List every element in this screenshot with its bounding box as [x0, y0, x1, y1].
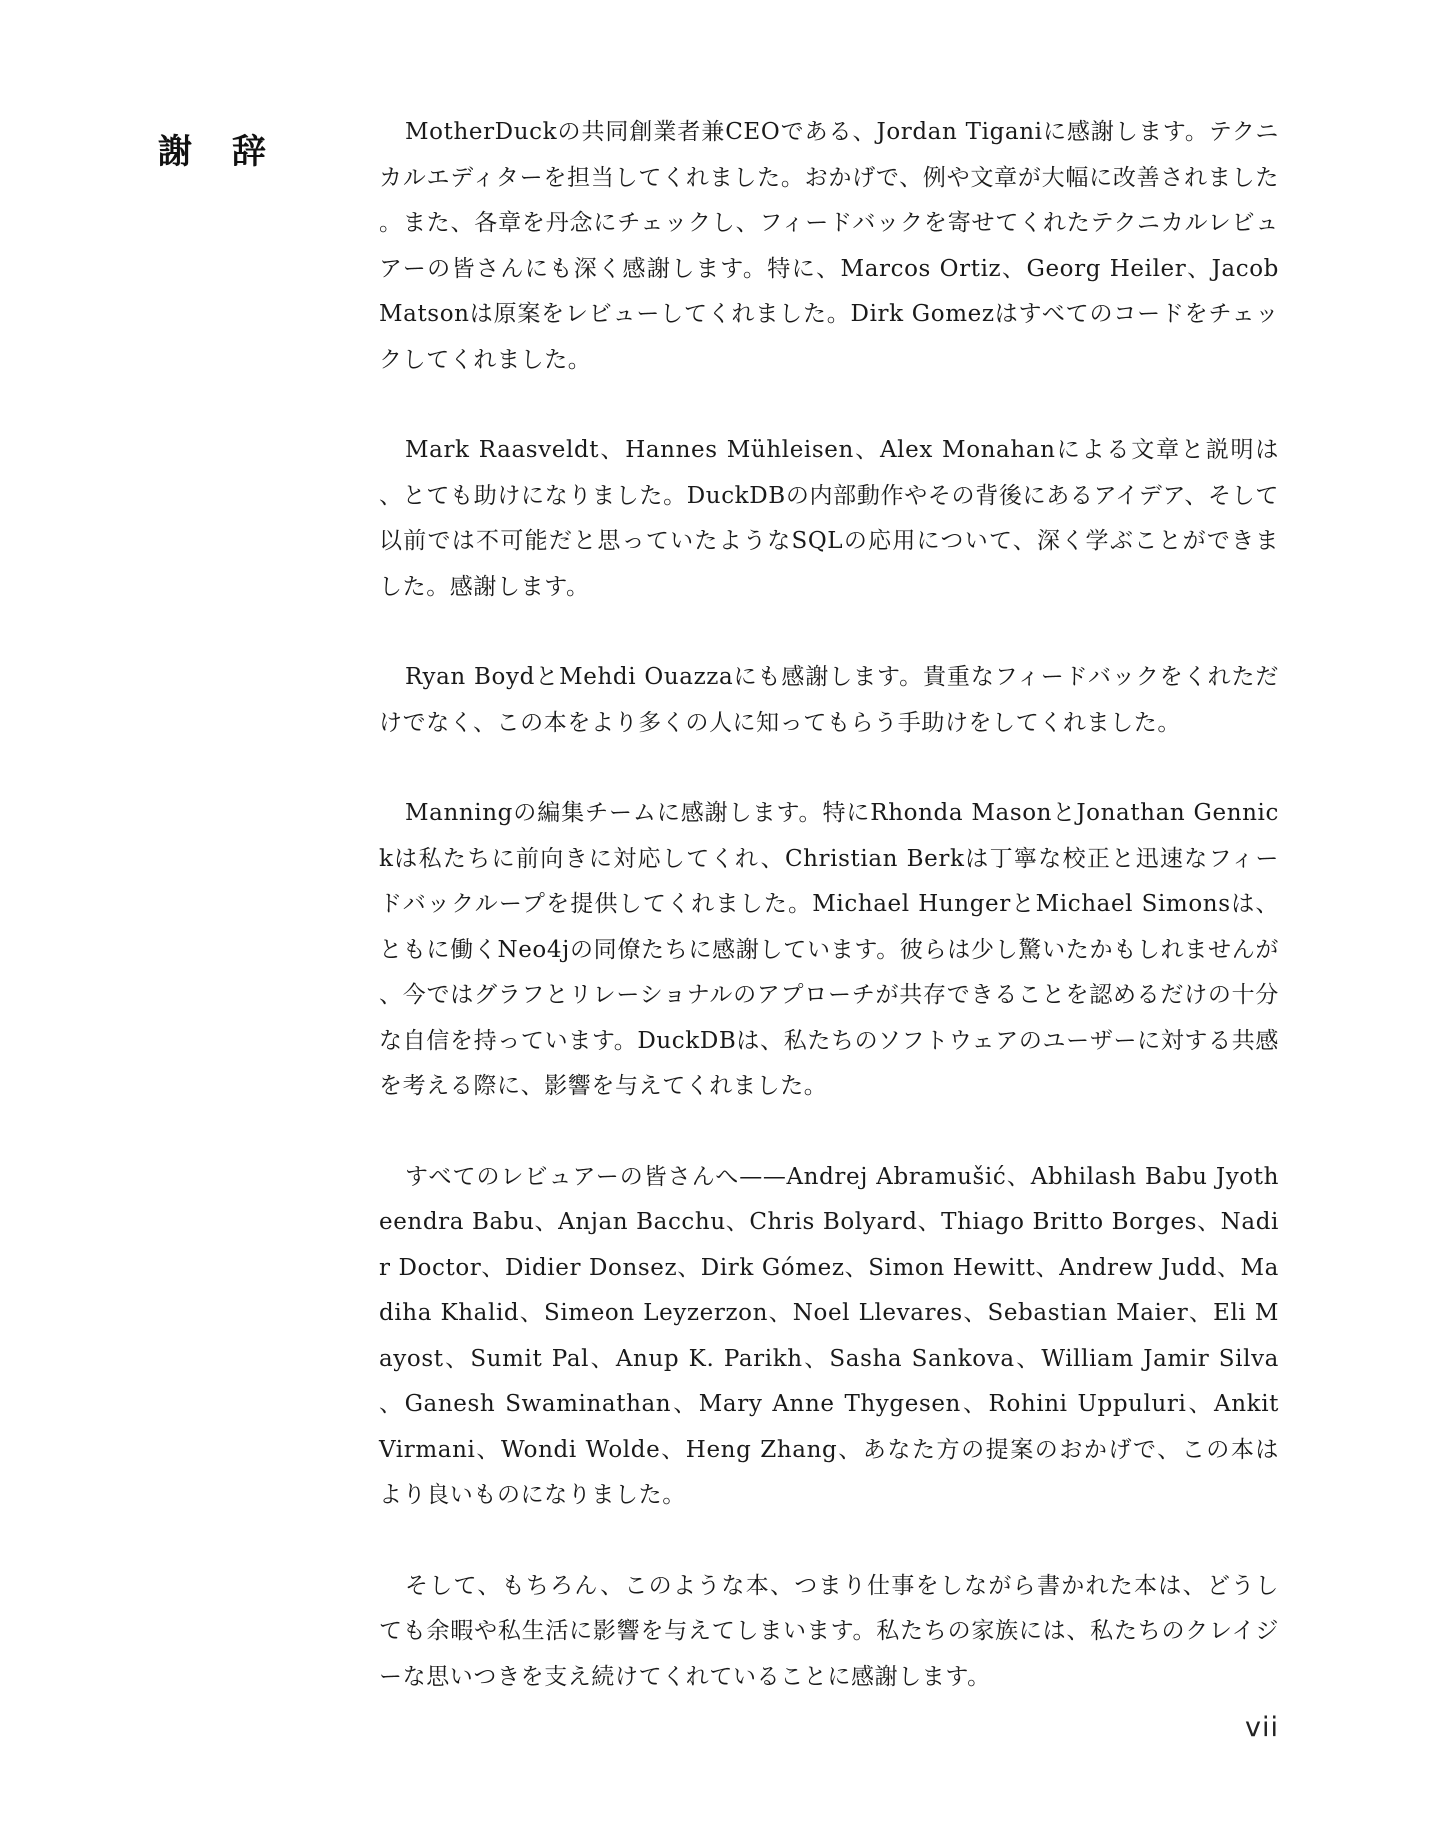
paragraph-3: Ryan BoydとMehdi Ouazzaにも感謝します。貴重なフィードバックをくれただけでなく、この本をより多くの人に知ってもらう手助けをしてくれました。: [379, 664, 1279, 736]
page-number: vii: [1245, 1712, 1279, 1743]
paragraph-1: MotherDuckの共同創業者兼CEOである、Jordan Tiganiに感謝します。テクニカルエディターを担当してくれました。おかげで、例や文章が大幅に改善されました。また、各章を丹念にチェックし、フィードバックを寄せてくれたテクニカルレビュアーの皆さんにも深く感謝します。特に、Marcos Ortiz、Georg Heiler、Jacob Matsonは原案をレビューしてくれました。Dirk Gomezはすべてのコードをチェックしてくれました。: [379, 119, 1279, 373]
paragraph-4: Manningの編集チームに感謝します。特にRhonda MasonとJonathan Gennickは私たちに前向きに対応してくれ、Christian Berkは丁寧な校正と迅速なフィードバックループを提供してくれました。Michael HungerとMichael Simonsは、ともに働くNeo4jの同僚たちに感謝しています。彼らは少し驚いたかもしれませんが、今ではグラフとリレーショナルのアプローチが共存できることを認めるだけの十分な自信を持っています。DuckDBは、私たちのソフトウェアのユーザーに対する共感を考える際に、影響を与えてくれました。: [379, 800, 1279, 1099]
section-heading: 謝 辞: [158, 132, 280, 172]
paragraph-5: すべてのレビュアーの皆さんへ——Andrej Abramušić、Abhilash Babu Jyotheendra Babu、Anjan Bacchu、Chris Bolyard、Thiago Britto Borges、Nadir Doctor、Didier Donsez、Dirk Gómez、Simon Hewitt、Andrew Judd、Madiha Khalid、Simeon Leyzerzon、Noel Llevares、Sebastian Maier、Eli Mayost、Sumit Pal、Anup K. Parikh、Sasha Sankova、William Jamir Silva、Ganesh Swaminathan、Mary Anne Thygesen、Rohini Uppuluri、Ankit Virmani、Wondi Wolde、Heng Zhang、あなた方の提案のおかげで、この本はより良いものになりました。: [379, 1163, 1279, 1508]
acknowledgments-body: [379, 110, 1279, 1745]
paragraph-6: そして、もちろん、このような本、つまり仕事をしながら書かれた本は、どうしても余暇や私生活に影響を与えてしまいます。私たちの家族には、私たちのクレイジーな思いつきを支え続けてくれていることに感謝します。: [379, 1572, 1279, 1690]
paragraph-2: Mark Raasveldt、Hannes Mühleisen、Alex Monahanによる文章と説明は、とても助けになりました。DuckDBの内部動作やその背後にあるアイデア、そして以前では不可能だと思っていたようなSQLの応用について、深く学ぶことができました。感謝します。: [379, 437, 1279, 600]
